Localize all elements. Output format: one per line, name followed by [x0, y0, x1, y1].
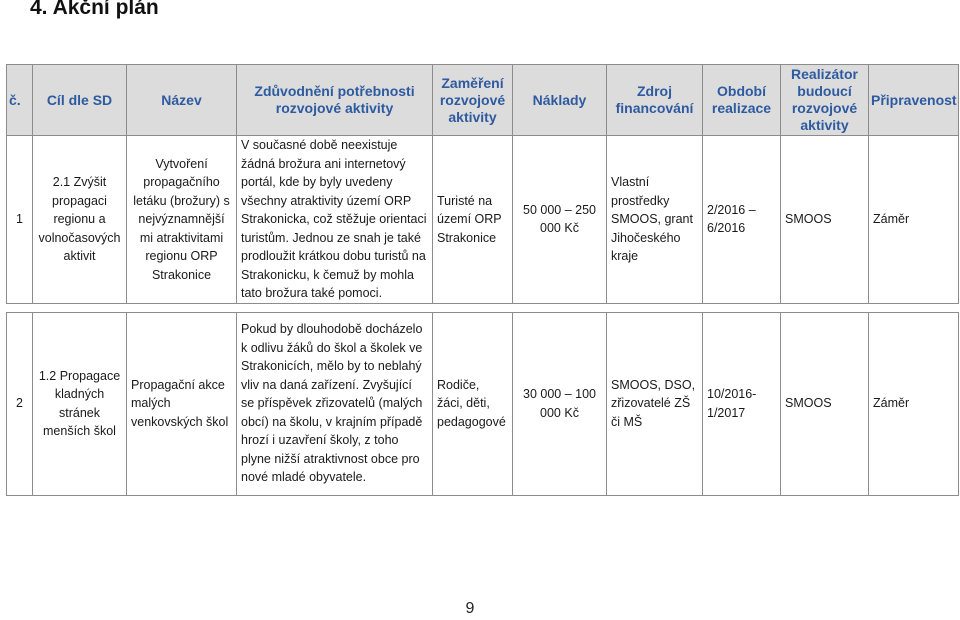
row-name: Vytvoření propagačního letáku (brožury) s nejvýznamnější mi atraktivitami regionu ORP Strakonice: [127, 136, 237, 304]
row-focus: Rodiče, žáci, děti, pedagogové: [433, 312, 513, 495]
action-plan-table: [6, 64, 959, 496]
table-header-row: [7, 65, 959, 136]
row-num: 1: [7, 136, 33, 304]
row-funding: Vlastní prostředky SMOOS, grant Jihočeského kraje: [607, 136, 703, 304]
header-num: č.: [7, 65, 33, 136]
row-funding: SMOOS, DSO, zřizovatelé ZŠ či MŠ: [607, 312, 703, 495]
page-title: 4. Akční plán: [30, 0, 159, 19]
header-focus: Zaměření rozvojové aktivity: [433, 65, 513, 136]
header-funding: Zdroj financování: [607, 65, 703, 136]
table-row: [7, 136, 959, 304]
page-number: 9: [465, 600, 475, 617]
row-goal: 1.2 Propagace kladných stránek menších škol: [33, 312, 127, 495]
table-row: [7, 312, 959, 495]
row-readiness: Záměr: [869, 312, 959, 495]
header-readiness: Připravenost: [869, 65, 959, 136]
header-goal: Cíl dle SD: [33, 65, 127, 136]
header-costs: Náklady: [513, 65, 607, 136]
row-implementer: SMOOS: [781, 312, 869, 495]
row-focus: Turisté na území ORP Strakonice: [433, 136, 513, 304]
row-goal: 2.1 Zvýšit propagaci regionu a volnočasových aktivit: [33, 136, 127, 304]
header-name: Název: [127, 65, 237, 136]
row-period: 2/2016 – 6/2016: [703, 136, 781, 304]
row-period: 10/2016-1/2017: [703, 312, 781, 495]
row-name: Propagační akce malých venkovských škol: [127, 312, 237, 495]
header-justification: Zdůvodnění potřebnosti rozvojové aktivity: [237, 65, 433, 136]
row-implementer: SMOOS: [781, 136, 869, 304]
header-period: Období realizace: [703, 65, 781, 136]
row-justification: V současné době neexistuje žádná brožura ani internetový portál, kde by byly uvedeny všechny atraktivity území ORP Strakonicka, což stěžuje orientaci turistům. Jednou ze snah je také prodloužit krátkou dobu turistů na Strakonicku, k čemuž by mohla tato brožura také pomoci.: [237, 136, 433, 304]
row-separator: [7, 303, 959, 312]
row-costs: 50 000 – 250 000 Kč: [513, 136, 607, 304]
header-implementer: Realizátor budoucí rozvojové aktivity: [781, 65, 869, 136]
row-readiness: Záměr: [869, 136, 959, 304]
separator-cell: [7, 303, 959, 312]
row-costs: 30 000 – 100 000 Kč: [513, 312, 607, 495]
row-num: 2: [7, 312, 33, 495]
row-justification: Pokud by dlouhodobě docházelo k odlivu žáků do škol a školek ve Strakonicích, mělo by to neblahý vliv na daná zařízení. Zvyšující se příspěvek zřizovatelů (malých obcí) na školu, v krajním případě hrozí i uzavření školy, z toho plyne nižší atraktivnost obce pro nové mladé obyvatele.: [237, 312, 433, 495]
